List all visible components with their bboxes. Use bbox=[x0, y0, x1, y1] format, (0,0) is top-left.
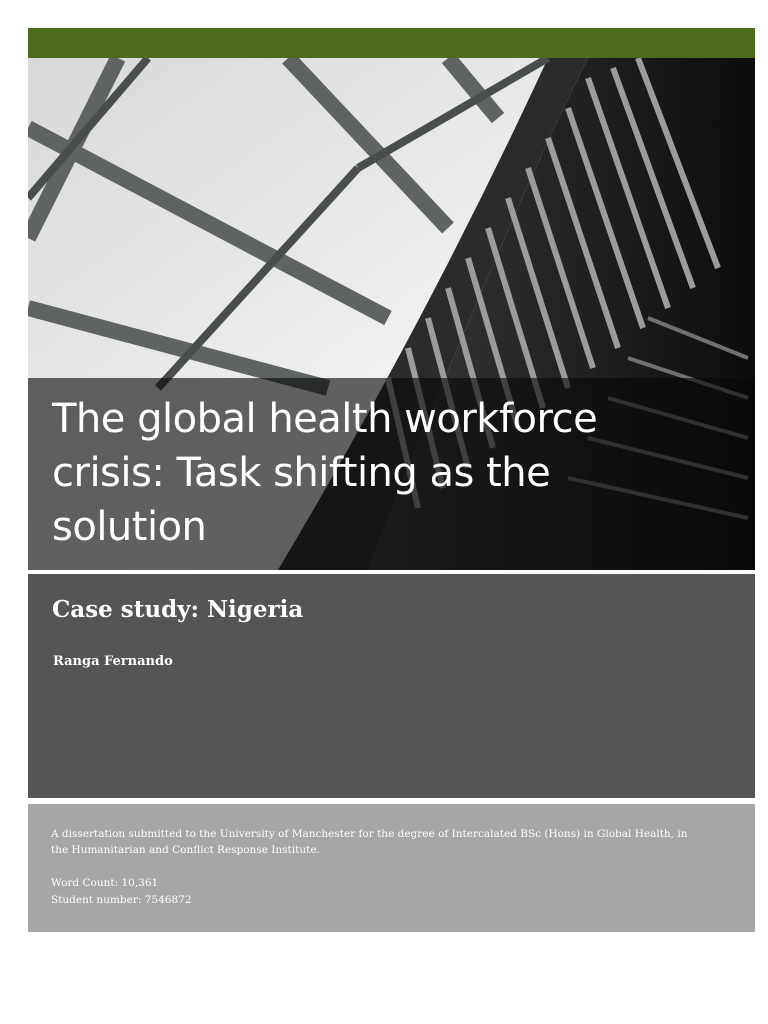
accent-bar bbox=[28, 28, 755, 58]
word-count: Word Count: 10,361 bbox=[51, 877, 159, 889]
info-panel bbox=[28, 804, 755, 932]
dissertation-description: A dissertation submitted to the University of Manchester for the degree of Intercalated BSc (Hons) in Global Health, in the Humanitarian and Conflict Response Institute. bbox=[51, 828, 688, 856]
cover-hero-image bbox=[28, 58, 755, 570]
document-subtitle: Case study: Nigeria bbox=[52, 596, 304, 623]
author-name: Ranga Fernando bbox=[53, 654, 173, 669]
subtitle-panel bbox=[28, 574, 755, 798]
document-title: The global health workforce crisis: Task shifting as the solution bbox=[52, 396, 598, 550]
student-number: Student number: 7546872 bbox=[51, 894, 192, 906]
